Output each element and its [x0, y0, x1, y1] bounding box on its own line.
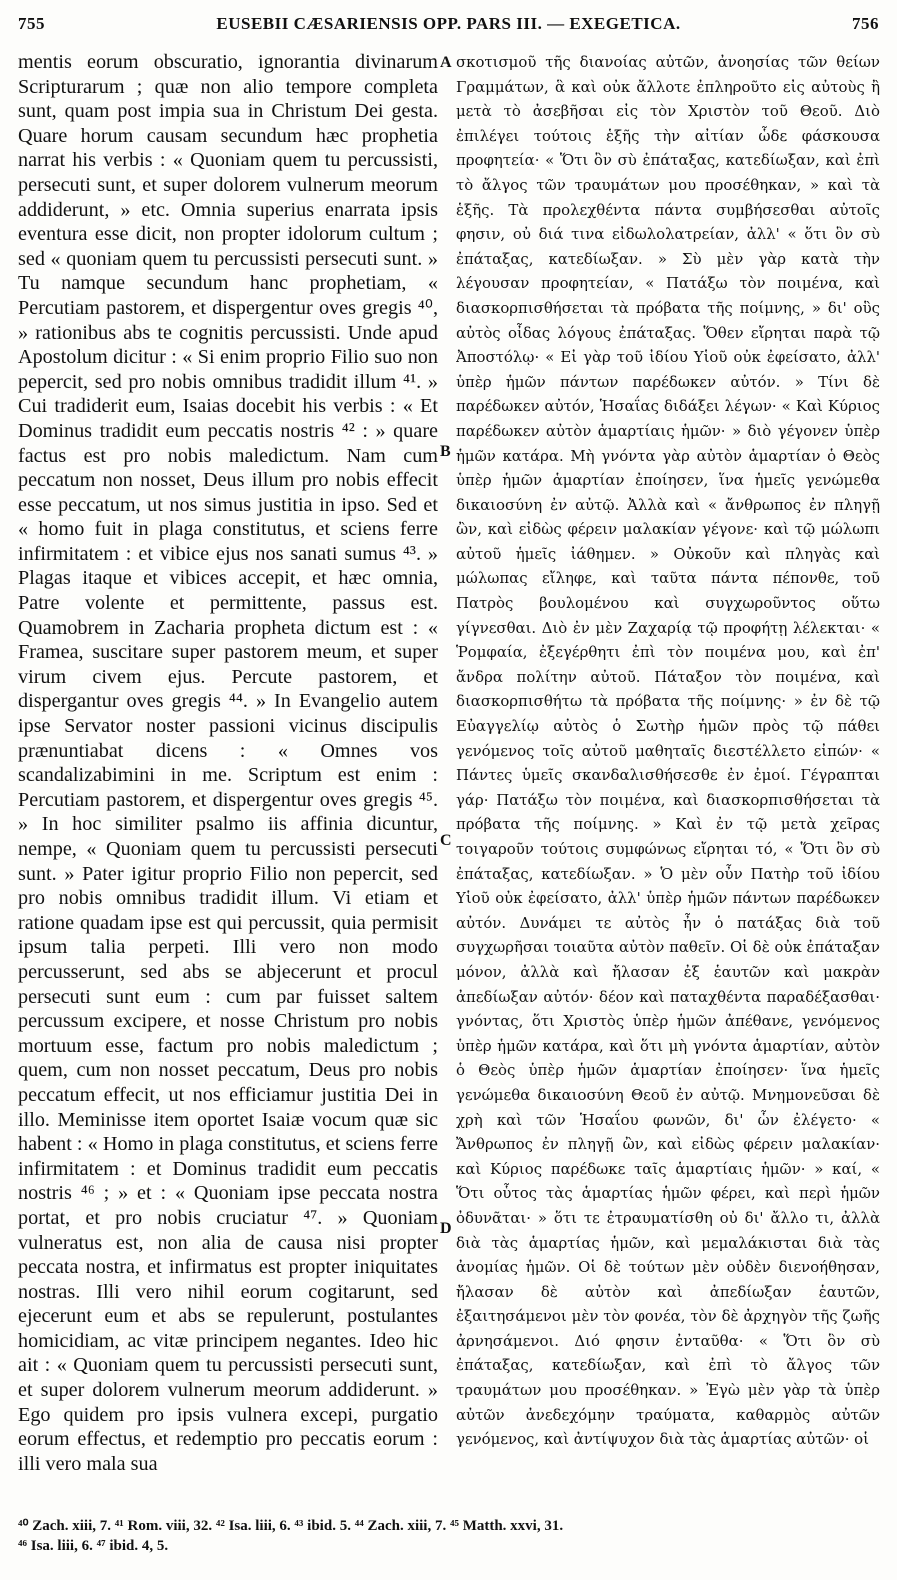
running-title: EUSEBII CÆSARIENSIS OPP. PARS III. — EXEGETICA.	[216, 14, 681, 33]
margin-mark-d: D	[440, 1220, 452, 1237]
page-header	[18, 14, 879, 40]
footnotes	[18, 1516, 879, 1556]
margin-mark-a: A	[440, 54, 452, 71]
greek-text: σκοτισμοῦ τῆς διανοίας αὐτῶν, ἀνοησίας τῶν θείων Γραμμάτων, ἃ καὶ οὐκ ἄλλοτε ἐπληροῦτο εἰς αὐτοὺς ἢ μετὰ τὸ ἀσεβῆσαι εἰς τὸν Χριστὸν τοῦ Θεοῦ. Διὸ ἐπιλέγει τούτοις ἑξῆς τὴν αἰτίαν ὧδε φάσκουσα προφητεία· « Ὅτι ὃν σὺ ἐπάταξας, κατεδίωξαν, καὶ ἐπὶ τὸ ἄλγος τῶν τραυμάτων μου προσέθηκαν, » καὶ τὰ ἑξῆς. Τὰ προλεχθέντα πάντα συμβήσεσθαι αὐτοῖς φησιν, οὐ διά τινα εἰδωλολατρείαν, ἀλλ' « ὅτι ὃν σὺ ἐπάταξας, κατεδίωξαν. » Σὺ μὲν γὰρ κατὰ τὴν λέγουσαν προφητείαν, « Πατάξω τὸν ποιμένα, καὶ διασκορπισθήσεται τὰ πρόβατα τῆς ποίμνης, » δι' οὓς αὐτὸς οἶδας λόγους ἐπάταξας. Ὅθεν εἴρηται παρὰ τῷ Ἀποστόλῳ· « Εἰ γὰρ τοῦ ἰδίου Υἱοῦ οὐκ ἐφείσατο, ἀλλ' ὑπὲρ ἡμῶν πάντων παρέδωκεν αὐτόν. » Τίνι δὲ παρέδωκεν αὐτόν, Ἡσαΐας διδάξει λέγων· « Καὶ Κύριος παρέδωκεν αὐτὸν ἁμαρτίαις ἡμῶν· » διὸ γέγονεν ὑπὲρ ἡμῶν κατάρα. Μὴ γνόντα γὰρ αὐτὸν ἁμαρτίαν ὁ Θεὸς ὑπὲρ ἡμῶν ἁμαρτίαν ἐποίησεν, ἵνα ἡμεῖς γενώμεθα δικαιοσύνη ἐν αὐτῷ. Ἀλλὰ καὶ « ἄνθρωπος ἐν πληγῇ ὢν, καὶ εἰδὼς φέρειν μαλακίαν γέγονε· καὶ τῷ μώλωπι αὐτοῦ ἡμεῖς ἰάθημεν. » Οὐκοῦν καὶ πληγὰς καὶ μώλωπας εἴληφε, καὶ ταῦτα πάντα πέπονθε, τοῦ Πατρὸς βουλομένου καὶ συγχωροῦντος οὕτω γίγνεσθαι. Διὸ ἐν μὲν Ζαχαρίᾳ τῷ προφήτῃ λέλεκται· « Ῥομφαία, ἐξεγέρθητι ἐπὶ τὸν ποιμένα μου, καὶ ἐπ' ἄνδρα πολίτην αὐτοῦ. Πάταξον τὸν ποιμένα, καὶ διασκορπισθήτω τὰ πρόβατα τῆς ποίμνης· » ἐν δὲ τῷ Εὐαγγελίῳ αὐτὸς ὁ Σωτὴρ ἡμῶν πρὸς τῷ πάθει γενόμενος τοῖς αὐτοῦ μαθηταῖς διεστέλλετο εἰπών· « Πάντες ὑμεῖς σκανδαλισθήσεσθε ἐν ἐμοί. Γέγραπται γάρ· Πατάξω τὸν ποιμένα, καὶ διασκορπισθήσεται τὰ πρόβατα τῆς ποίμνης. » Καὶ ἐν τῷ μετὰ χεῖρας τοιγαροῦν τούτοις συμφώνως εἴρηται τό, « Ὅτι ὃν σὺ ἐπάταξας, κατεδίωξαν. » Ὁ μὲν οὖν Πατὴρ τοῦ ἰδίου Υἱοῦ οὐκ ἐφείσατο, ἀλλ' ὑπὲρ ἡμῶν πάντων παρέδωκεν αὐτόν. Δυνάμει τε αὐτὸς ἦν ὁ πατάξας διὰ τοῦ συγχωρῆσαι τοιαῦτα αὐτὸν παθεῖν. Οἱ δὲ οὐκ ἐπάταξαν μόνον, ἀλλὰ καὶ ἤλασαν ἐξ ἑαυτῶν καὶ μακρὰν ἀπεδίωξαν αὐτόν· δέον καὶ παταχθέντα παραδέξασθαι· γνόντας, ὅτι Χριστὸς ὑπὲρ ἡμῶν ἀπέθανε, γενόμενος ὑπὲρ ἡμῶν κατάρα, καὶ ὅτι μὴ γνόντα ἁμαρτίαν, αὐτὸν ὁ Θεὸς ὑπὲρ ἡμῶν ἁμαρτίαν ἐποίησεν· ἵνα ἡμεῖς γενώμεθα δικαιοσύνη Θεοῦ ἐν αὐτῷ. Μνημονεῦσαι δὲ χρὴ καὶ τῶν Ἡσαΐου φωνῶν, δι' ὧν ἐλέγετο· « Ἄνθρωπος ἐν πληγῇ ὢν, καὶ εἰδὼς φέρειν μαλακίαν· καὶ Κύριος παρέδωκε ταῖς ἁμαρτίαις ἡμῶν· » καί, « Ὅτι οὗτος τὰς ἁμαρτίας ἡμῶν φέρει, καὶ περὶ ἡμῶν ὀδυνᾶται· » ὅτι τε ἐτραυματίσθη οὐ δι' ἄλλο τι, ἀλλὰ διὰ τὰς ἁμαρτίας ἡμῶν, καὶ μεμαλάκισται διὰ τὰς ἀνομίας ἡμῶν. Οἱ δὲ τούτων μὲν οὐδὲν διενοήθησαν, ἤλασαν δὲ αὐτὸν καὶ ἀπεδίωξαν ἑαυτῶν, ἐξαιτησάμενοι μὲν τὸν φονέα, τὸν δὲ ἀρχηγὸν τῆς ζωῆς ἀρνησάμενοι. Διό φησιν ἐνταῦθα· « Ὅτι ὃν σὺ ἐπάταξας, κατεδίωξαν, καὶ ἐπὶ τὸ ἄλγος τῶν τραυμάτων μου προσέθηκαν. » Ἐγὼ μὲν γὰρ τὰ ὑπὲρ αὐτῶν ἀνεδεχόμην τραύματα, καθαρμὸς αὐτῶν γενόμενος, καὶ ἀντίψυχον διὰ τὰς ἁμαρτίας αὐτῶν· οἱ	[456, 53, 880, 1449]
footnote-line-2: ⁴⁶ Isa. liii, 6. ⁴⁷ ibid. 4, 5.	[18, 1538, 169, 1554]
greek-column	[456, 50, 880, 1490]
margin-mark-b: B	[440, 443, 451, 460]
page-number-left: 755	[18, 14, 45, 33]
latin-text: mentis eorum obscuratio, ignorantia divinarum Scripturarum ; quæ non alio tempore completa sunt, quam post impia sua in Christum Dei gesta. Quare horum causam secundum hæc prophetia narrat his verbis : « Quoniam quem tu percussisti, persecuti sunt, et super dolorem vulnerum meorum addiderunt, » etc. Omnia superius enarrata ipsis eventura esse dicit, non propter idolorum cultum ; sed « quoniam quem tu percussisti persecuti sunt. » Tu namque secundum hanc prophetiam, « Percutiam pastorem, et dispergentur oves gregis ⁴⁰, » rationibus abs te cognitis percussisti. Unde apud Apostolum dicitur : « Si enim proprio Filio suo non pepercit, sed pro nobis omnibus tradidit illum ⁴¹. » Cui tradiderit eum, Isaias docebit his verbis : « Et Dominus tradidit eum peccatis nostris ⁴² : » quare factus est pro nobis maledictum. Nam cum peccatum non nosset, Deus illum pro nobis effecit esse peccatum, ut nos simus justitia in ipso. Sed et « homo fuit in plaga constitutus, et sciens ferre infirmitatem : et vibice ejus nos sanati sumus ⁴³. » Plagas itaque et vibices accepit, et hæc omnia, Patre volente et permittente, passus est. Quamobrem in Zacharia propheta dictum est : « Framea, suscitare super pastorem meum, et super virum civem ejus. Percute pastorem, et dispergantur oves gregis ⁴⁴. » In Evangelio autem ipse Servator noster passioni vicinus discipulis prænuntiabat dicens : « Omnes vos scandalizabimini in me. Scriptum est enim : Percutiam pastorem, et dispergentur oves gregis ⁴⁵. » In hoc similiter psalmo iis affinia dicuntur, nempe, « Quoniam quem tu percussisti persecuti sunt. » Pater igitur proprio Filio non pepercit, sed pro nobis omnibus tradidit illum. Vi etiam et ratione quadam ipse est qui percussit, quia permisit ipsum talia perpeti. Illi vero non modo percusserunt, sed abs se abjecerunt et procul persecuti sunt eum : cum par fuisset saltem percussum excipere, et nosse Christum pro nobis mortuum esse, factum pro nobis maledictum ; quem, cum non nosset peccatum, Deus pro nobis peccatum effecit, ut nos efficiamur justitia Dei in illo. Meminisse item oportet Isaiæ vocum quæ sic habent : « Homo in plaga constitutus, et sciens ferre infirmitatem : et Dominus tradidit eum peccatis nostris ⁴⁶ ; » et : « Quoniam ipse peccata nostra portat, et pro nobis cruciatur ⁴⁷. » Quoniam vulneratus est, non alia de causa nisi propter peccata nostra, et infirmatus est propter iniquitates nostras. Illi vero nihil eorum cogitarunt, sed ejecerunt eum et abs se repulerunt, postulantes homicidiam, ac vitæ principem negantes. Ideo hic ait : « Quoniam quem tu percussisti persecuti sunt, et super dolorem vulnerum meorum addiderunt. » Ego quidem pro ipsis vulnera excepi, purgatio eorum effectus, et redemptio pro peccatis eorum : illi vero mala sua	[18, 51, 438, 1475]
page-number-right: 756	[852, 14, 879, 33]
footnote-line-1: ⁴⁰ Zach. xiii, 7. ⁴¹ Rom. viii, 32. ⁴² Isa. liii, 6. ⁴³ ibid. 5. ⁴⁴ Zach. xiii, 7. ⁴⁵ Matth. xxvi, 31.	[18, 1518, 564, 1534]
latin-column	[18, 50, 438, 1490]
margin-mark-c: C	[440, 832, 452, 849]
